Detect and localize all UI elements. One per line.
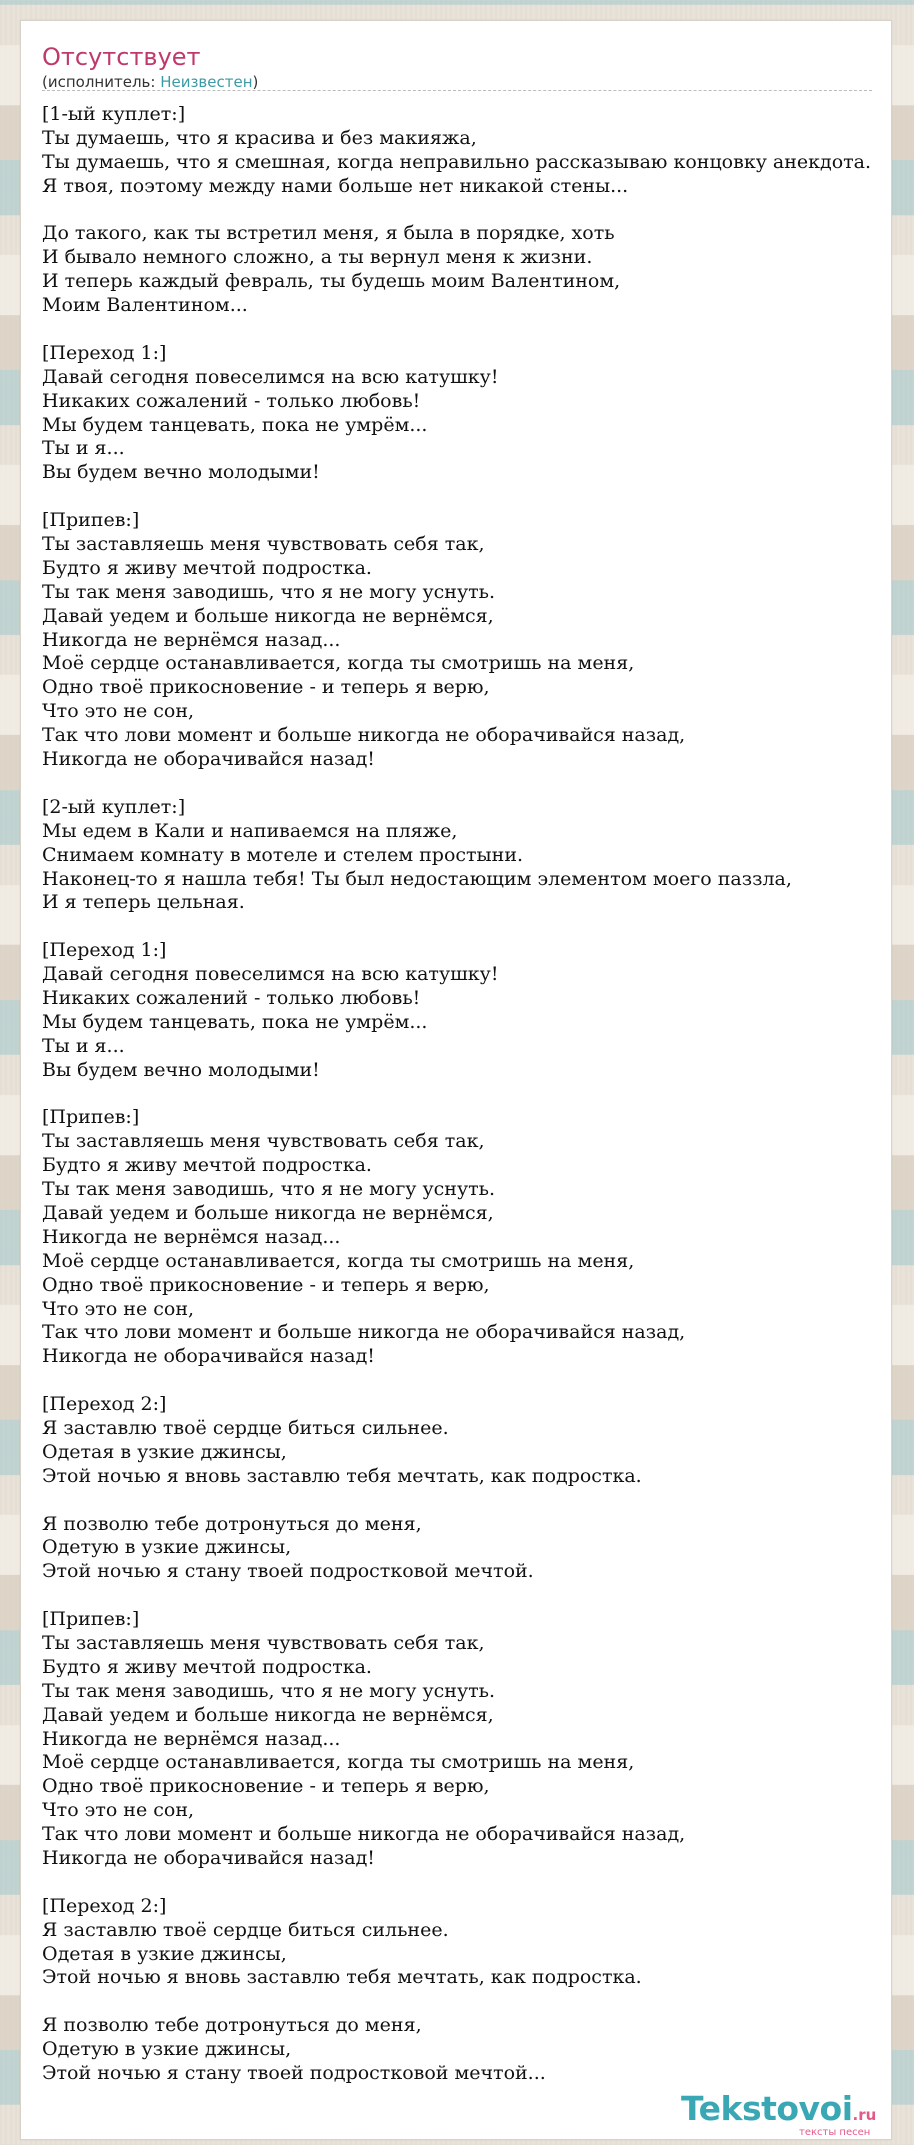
- song-title: Отсутствует: [42, 43, 201, 71]
- lyric-line: Давай уедем и больше никогда не вернёмся,: [42, 1703, 494, 1726]
- lyric-line: Никаких сожалений - только любовь!: [42, 986, 421, 1009]
- stanza-gap: [42, 1083, 914, 1107]
- stanza-gap: [42, 1990, 914, 2014]
- lyric-line: Ты заставляешь меня чувствовать себя так,: [42, 1632, 485, 1654]
- lyric-line: [Переход 1:]: [42, 939, 167, 962]
- lyric-line: Я позволю тебе дотронуться до меня,: [42, 1512, 422, 1535]
- lyric-line: Вы будем вечно молодыми!: [42, 1058, 320, 1081]
- performer-suffix: ): [252, 73, 259, 91]
- lyric-line: И теперь каждый февраль, ты будешь моим Валентином,: [42, 270, 621, 293]
- lyric-line: Так что лови момент и больше никогда не оборачивайся назад,: [42, 1823, 686, 1846]
- logo-domain-suffix: .ru: [852, 2106, 877, 2124]
- lyric-line: Одетую в узкие джинсы,: [42, 1536, 292, 1559]
- lyric-line: Будто я живу мечтой подростка.: [42, 556, 372, 579]
- performer-link[interactable]: Неизвестен: [160, 73, 253, 91]
- lyric-line: Давай сегодня повеселимся на всю катушку!: [42, 365, 499, 388]
- logo-tagline: тексты песен: [799, 2127, 871, 2138]
- lyric-line: И бывало немного сложно, а ты вернул меня к жизни.: [42, 246, 593, 269]
- lyric-line: Что это не сон,: [42, 1297, 195, 1320]
- lyric-line: Моё сердце останавливается, когда ты смотришь на меня,: [42, 1751, 635, 1774]
- lyric-line: Давай уедем и больше никогда не вернёмся,: [42, 1201, 494, 1224]
- performer-line: [42, 73, 258, 91]
- lyrics-text: [42, 103, 914, 2086]
- lyric-line: [Припев:]: [42, 1608, 140, 1631]
- lyric-line: Давай сегодня повеселимся на всю катушку!: [42, 963, 499, 986]
- stanza-gap: [42, 318, 914, 342]
- lyric-line: Одно твоё прикосновение - и теперь я верю,: [42, 1775, 490, 1798]
- lyric-line: Никогда не оборачивайся назад!: [42, 748, 375, 771]
- lyric-line: Снимаем комнату в мотеле и стелем простыни.: [42, 843, 524, 866]
- lyric-line: Никогда не вернёмся назад...: [42, 1727, 341, 1750]
- lyric-line: Так что лови момент и больше никогда не оборачивайся назад,: [42, 1321, 686, 1344]
- lyric-line: Я заставлю твоё сердце биться сильнее.: [42, 1918, 449, 1941]
- lyric-line: Будто я живу мечтой подростка.: [42, 1655, 372, 1678]
- lyric-line: Одно твоё прикосновение - и теперь я верю,: [42, 1273, 490, 1296]
- lyric-line: Я заставлю твоё сердце биться сильнее.: [42, 1416, 449, 1439]
- lyric-line: Этой ночью я вновь заставлю тебя мечтать, как подростка.: [42, 1464, 642, 1487]
- lyric-line: Мы будем танцевать, пока не умрём...: [42, 413, 428, 436]
- lyric-line: Никогда не вернёмся назад...: [42, 628, 341, 651]
- lyric-line: [1-ый куплет:]: [42, 103, 186, 125]
- lyric-line: Ты и я...: [42, 1034, 125, 1057]
- lyric-line: Ты думаешь, что я красива и без макияжа,: [42, 126, 477, 149]
- lyric-line: Никогда не вернёмся назад...: [42, 1225, 341, 1248]
- lyric-line: Этой ночью я вновь заставлю тебя мечтать, как подростка.: [42, 1966, 642, 1989]
- lyric-line: Никогда не оборачивайся назад!: [42, 1345, 375, 1368]
- lyric-line: И я теперь цельная.: [42, 891, 245, 914]
- stanza-gap: [42, 1489, 914, 1513]
- lyric-line: Что это не сон,: [42, 700, 195, 723]
- lyric-line: Этой ночью я стану твоей подростковой мечтой...: [42, 2062, 546, 2085]
- lyric-line: Ты заставляешь меня чувствовать себя так,: [42, 1130, 485, 1153]
- header-divider: [42, 90, 872, 91]
- stanza-gap: [42, 1871, 914, 1895]
- lyric-line: Моё сердце останавливается, когда ты смотришь на меня,: [42, 652, 635, 675]
- lyric-line: Ты так меня заводишь, что я не могу уснуть.: [42, 1178, 496, 1201]
- stanza-gap: [42, 199, 914, 223]
- lyric-line: Одетую в узкие джинсы,: [42, 2038, 292, 2061]
- lyrics-card: [20, 20, 892, 2140]
- lyric-line: Моё сердце останавливается, когда ты смотришь на меня,: [42, 1249, 635, 1272]
- lyric-line: [Припев:]: [42, 1106, 140, 1129]
- lyric-line: Ты заставляешь меня чувствовать себя так,: [42, 533, 485, 556]
- lyric-line: Никогда не оборачивайся назад!: [42, 1847, 375, 1870]
- lyric-line: Моим Валентином...: [42, 294, 248, 317]
- lyric-line: Мы едем в Кали и напиваемся на пляже,: [42, 819, 458, 842]
- stanza-gap: [42, 1584, 914, 1608]
- lyric-line: [2-ый куплет:]: [42, 795, 186, 818]
- lyric-line: [Переход 2:]: [42, 1894, 167, 1917]
- stanza-gap: [42, 485, 914, 509]
- lyric-line: Ты и я...: [42, 437, 125, 460]
- lyric-line: Я твоя, поэтому между нами больше нет никакой стены...: [42, 174, 629, 197]
- lyric-line: Вы будем вечно молодыми!: [42, 461, 320, 484]
- lyric-line: Давай уедем и больше никогда не вернёмся,: [42, 604, 494, 627]
- performer-prefix: (исполнитель:: [42, 73, 161, 91]
- lyric-line: До такого, как ты встретил меня, я была в порядке, хоть: [42, 222, 615, 245]
- lyric-line: Этой ночью я стану твоей подростковой мечтой.: [42, 1560, 534, 1583]
- lyric-line: Одетая в узкие джинсы,: [42, 1440, 287, 1463]
- lyric-line: Ты так меня заводишь, что я не могу уснуть.: [42, 580, 496, 603]
- lyric-line: [Переход 1:]: [42, 341, 167, 364]
- stanza-gap: [42, 1369, 914, 1393]
- lyric-line: Мы будем танцевать, пока не умрём...: [42, 1010, 428, 1033]
- lyric-line: Ты думаешь, что я смешная, когда неправильно рассказываю концовку анекдота.: [42, 150, 872, 173]
- lyric-line: Никаких сожалений - только любовь!: [42, 389, 421, 412]
- site-logo[interactable]: [681, 2089, 877, 2138]
- stanza-gap: [42, 772, 914, 796]
- lyric-line: Так что лови момент и больше никогда не оборачивайся назад,: [42, 724, 686, 747]
- lyric-line: Я позволю тебе дотронуться до меня,: [42, 2014, 422, 2037]
- lyric-line: Одно твоё прикосновение - и теперь я верю,: [42, 676, 490, 699]
- stanza-gap: [42, 915, 914, 939]
- lyric-line: Одетая в узкие джинсы,: [42, 1942, 287, 1965]
- lyric-line: Будто я живу мечтой подростка.: [42, 1154, 372, 1177]
- lyric-line: Что это не сон,: [42, 1799, 195, 1822]
- lyric-line: [Припев:]: [42, 509, 140, 532]
- logo-main-text: Tekstovoi: [681, 2089, 853, 2128]
- lyric-line: Ты так меня заводишь, что я не могу уснуть.: [42, 1679, 496, 1702]
- lyric-line: Наконец-то я нашла тебя! Ты был недостающим элементом моего паззла,: [42, 867, 792, 890]
- lyric-line: [Переход 2:]: [42, 1393, 167, 1416]
